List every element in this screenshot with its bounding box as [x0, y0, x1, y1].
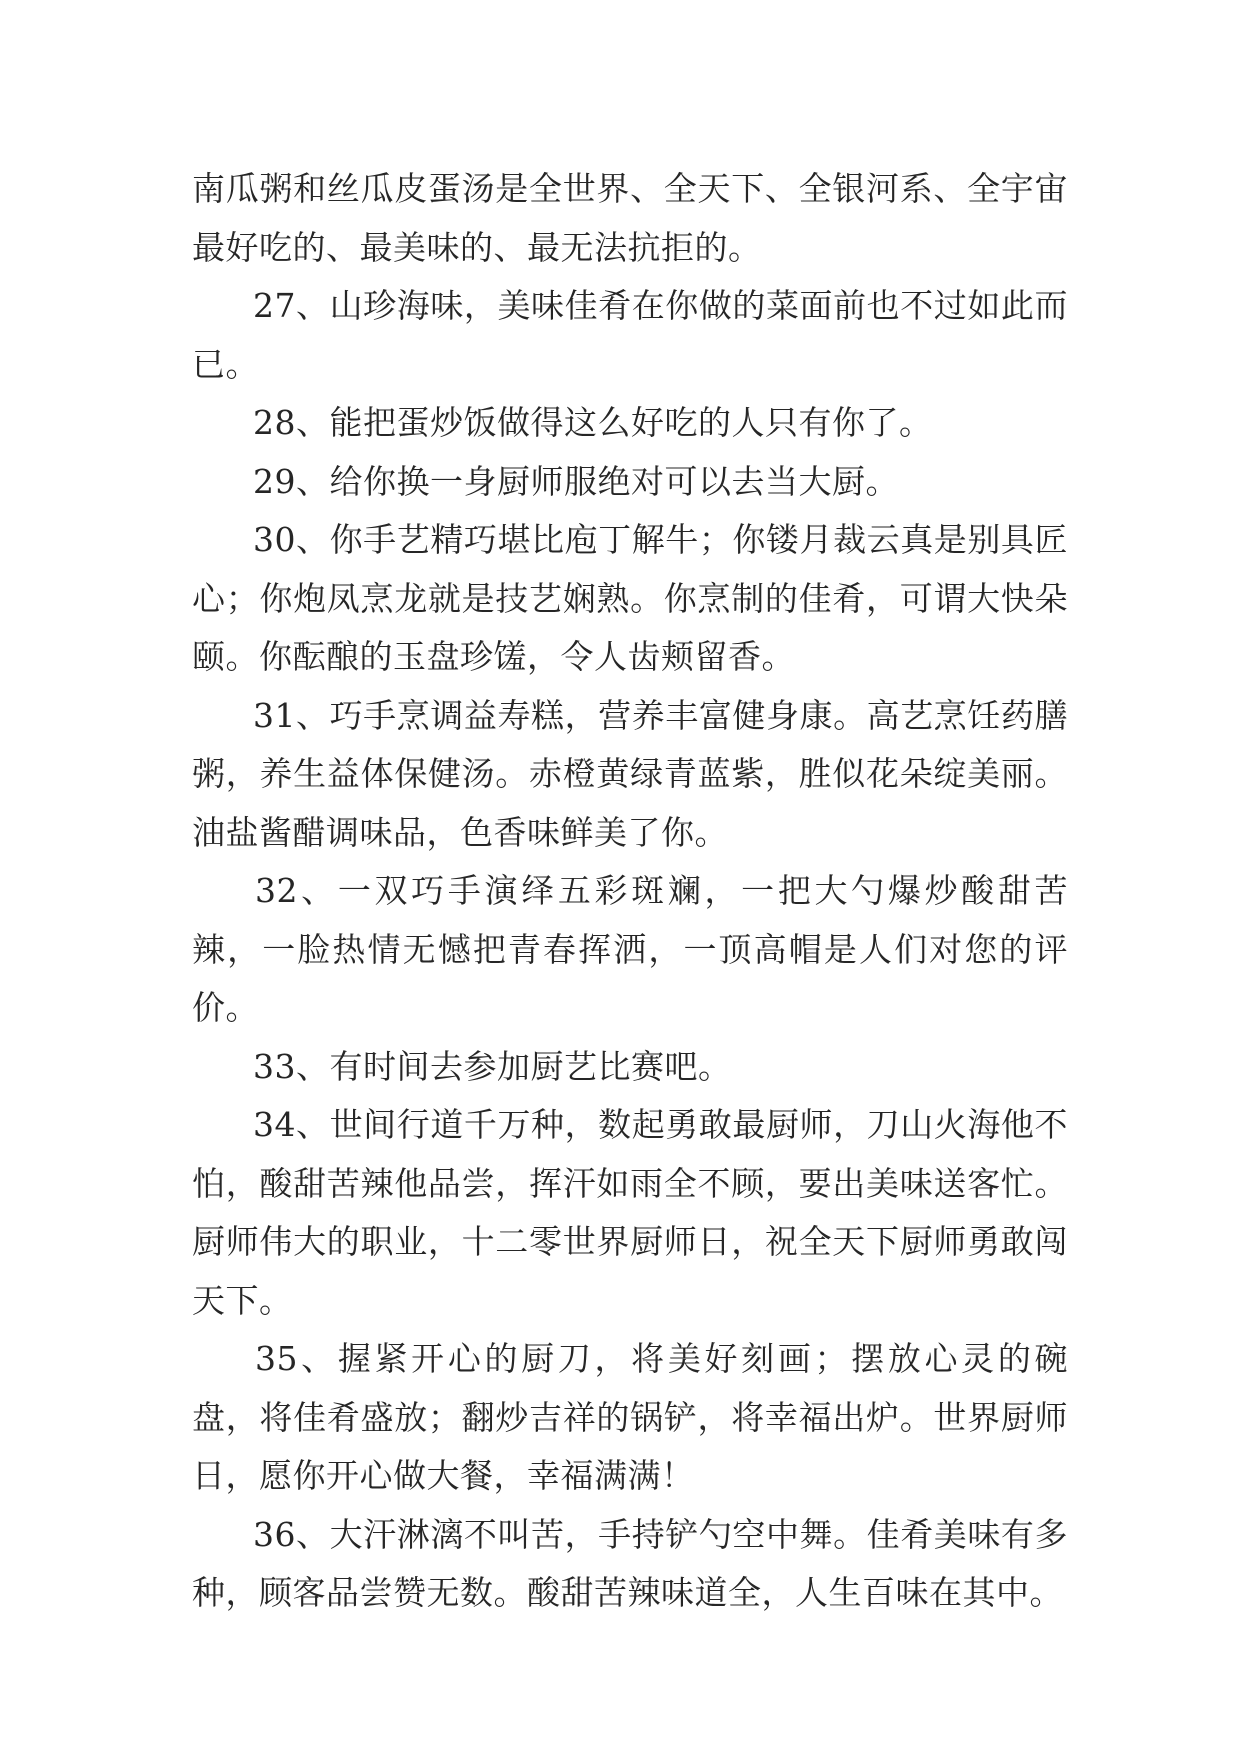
paragraph-34: 34、世间行道千万种，数起勇敢最厨师，刀山火海他不怕，酸甜苦辣他品尝，挥汗如雨全不顾，要出美味送客忙。厨师伟大的职业，十二零世界厨师日，祝全天下厨师勇敢闯天下。	[192, 1105, 1068, 1320]
paragraph-28: 28、能把蛋炒饭做得这么好吃的人只有你了。	[253, 403, 933, 442]
paragraph-continuation: 南瓜粥和丝瓜皮蛋汤是全世界、全天下、全银河系、全宇宙最好吃的、最美味的、最无法抗拒的。	[192, 169, 1068, 267]
paragraph-35: 35、握紧开心的厨刀，将美好刻画；摆放心灵的碗盘，将佳肴盛放；翻炒吉祥的锅铲，将幸福出炉。世界厨师日，愿你开心做大餐，幸福满满！	[192, 1339, 1068, 1495]
paragraph-36: 36、大汗淋漓不叫苦，手持铲勺空中舞。佳肴美味有多种，顾客品尝赞无数。酸甜苦辣味道全，人生百味在其中。	[192, 1514, 1068, 1612]
paragraph-27: 27、山珍海味，美味佳肴在你做的菜面前也不过如此而已。	[192, 286, 1068, 384]
paragraph-31: 31、巧手烹调益寿糕，营养丰富健身康。高艺烹饪药膳粥，养生益体保健汤。赤橙黄绿青蓝紫，胜似花朵绽美丽。油盐酱醋调味品，色香味鲜美了你。	[192, 695, 1068, 852]
paragraph-29: 29、给你换一身厨师服绝对可以去当大厨。	[253, 461, 899, 501]
paragraph-30: 30、你手艺精巧堪比庖丁解牛；你镂月裁云真是别具匠心；你炮凤烹龙就是技艺娴熟。你烹制的佳肴，可谓大快朵颐。你酝酿的玉盘珍馐，令人齿颊留香。	[192, 520, 1068, 676]
paragraph-32: 32、一双巧手演绎五彩斑斓，一把大勺爆炒酸甜苦辣，一脸热情无憾把青春挥洒，一顶高帽是人们对您的评价。	[192, 871, 1068, 1027]
body-text	[192, 160, 1068, 1623]
paragraph-33: 33、有时间去参加厨艺比赛吧。	[253, 1046, 732, 1086]
